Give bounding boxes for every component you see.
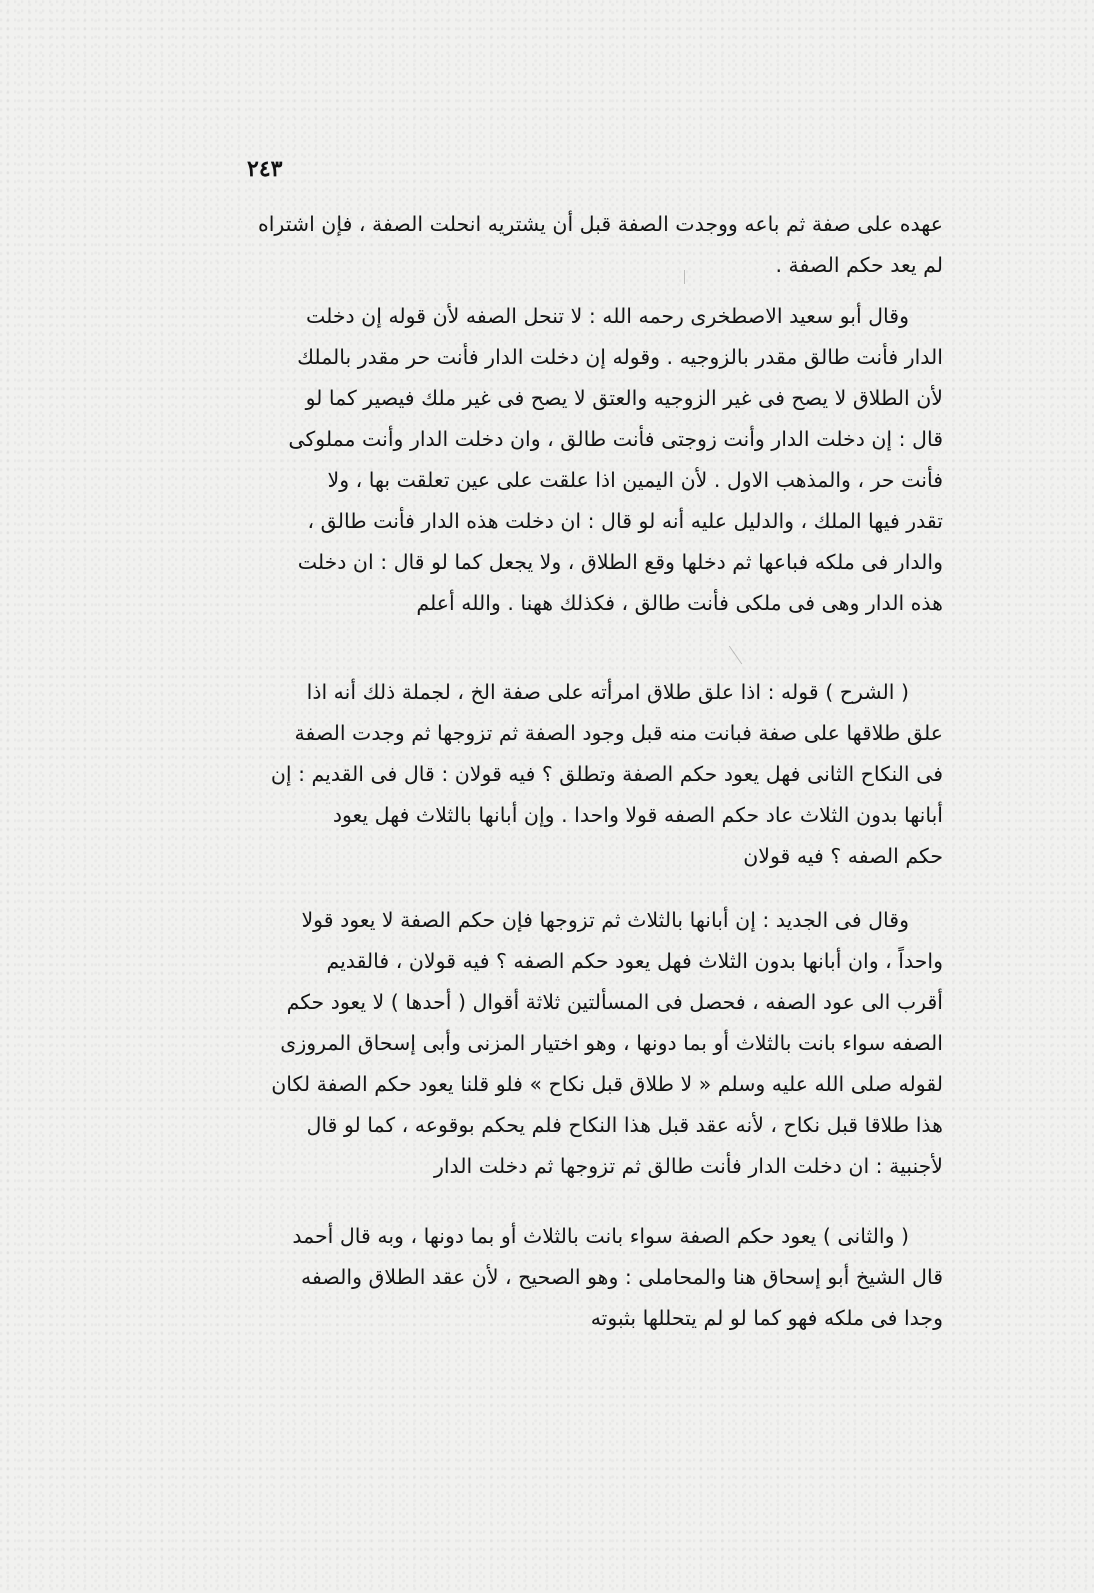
text-line: وجدا فى ملكه فهو كما لو لم يتحللها بثبوته	[590, 1306, 943, 1330]
paragraph-2	[205, 296, 943, 624]
text-line: لأجنبية : ان دخلت الدار فأنت طالق ثم تزوجها ثم دخلت الدار	[433, 1154, 943, 1178]
text-line: أبانها بدون الثلاث عاد حكم الصفه قولا واحدا . وإن أبانها بالثلاث فهل يعود	[332, 803, 943, 827]
text-line: فى النكاح الثانى فهل يعود حكم الصفة وتطلق ؟ فيه قولان : قال فى القديم : إن	[270, 762, 943, 786]
text-line: تقدر فيها الملك ، والدليل عليه أنه لو قال : ان دخلت هذه الدار فأنت طالق ،	[307, 509, 943, 533]
text-line: قال : إن دخلت الدار وأنت زوجتى فأنت طالق ، وان دخلت الدار وأنت مملوكى	[288, 427, 943, 451]
text-line: وقال فى الجديد : إن أبانها بالثلاث ثم تزوجها فإن حكم الصفة لا يعود قولا	[301, 908, 909, 932]
text-line: فأنت حر ، والمذهب الاول . لأن اليمين اذا علقت على عين تعلقت بها ، ولا	[327, 468, 943, 492]
paragraph-5	[205, 1216, 943, 1339]
text-line: الدار فأنت طالق مقدر بالزوجيه . وقوله إن دخلت الدار فأنت حر مقدر بالملك	[297, 345, 943, 369]
text-line: لأن الطلاق لا يصح فى غير الزوجيه والعتق لا يصح فى غير ملك فيصير كما لو	[305, 386, 943, 410]
text-line: حكم الصفه ؟ فيه قولان	[743, 844, 943, 868]
text-line: الصفه سواء بانت بالثلاث أو بما دونها ، وهو اختيار المزنى وأبى إسحاق المروزى	[280, 1031, 943, 1055]
text-line: عهده على صفة ثم باعه ووجدت الصفة قبل أن يشتريه انحلت الصفة ، فإن اشتراه	[257, 212, 943, 236]
text-line: واحداً ، وان أبانها بدون الثلاث فهل يعود حكم الصفه ؟ فيه قولان ، فالقديم	[326, 949, 943, 973]
paragraph-3	[205, 672, 943, 877]
text-line: لم يعد حكم الصفة .	[775, 253, 943, 277]
text-line: والدار فى ملكه فباعها ثم دخلها وقع الطلاق ، ولا يجعل كما لو قال : ان دخلت	[297, 550, 943, 574]
page-number: ٢٤٣	[247, 156, 283, 182]
text-line: وقال أبو سعيد الاصطخرى رحمه الله : لا تنحل الصفه لأن قوله إن دخلت	[305, 304, 909, 328]
text-line: ( الشرح ) قوله : اذا علق طلاق امرأته على صفة الخ ، لجملة ذلك أنه اذا	[306, 680, 909, 704]
text-line: هذه الدار وهى فى ملكى فأنت طالق ، فكذلك ههنا . والله أعلم	[416, 591, 943, 615]
paragraph-4	[205, 900, 943, 1187]
paragraph-1	[205, 204, 943, 286]
text-line: قال الشيخ أبو إسحاق هنا والمحاملى : وهو الصحيح ، لأن عقد الطلاق والصفه	[301, 1265, 943, 1289]
scan-mark	[729, 646, 742, 665]
text-line: علق طلاقها على صفة فبانت منه قبل وجود الصفة ثم تزوجها ثم وجدت الصفة	[294, 721, 943, 745]
text-line: أقرب الى عود الصفه ، فحصل فى المسألتين ثلاثة أقوال ( أحدها ) لا يعود حكم	[286, 990, 943, 1014]
text-line: هذا طلاقا قبل نكاح ، لأنه عقد قبل هذا النكاح فلم يحكم بوقوعه ، كما لو قال	[306, 1113, 943, 1137]
text-line: ( والثانى ) يعود حكم الصفة سواء بانت بالثلاث أو بما دونها ، وبه قال أحمد	[292, 1224, 909, 1248]
text-line: لقوله صلى الله عليه وسلم « لا طلاق قبل نكاح » فلو قلنا يعود حكم الصفة لكان	[271, 1072, 943, 1096]
